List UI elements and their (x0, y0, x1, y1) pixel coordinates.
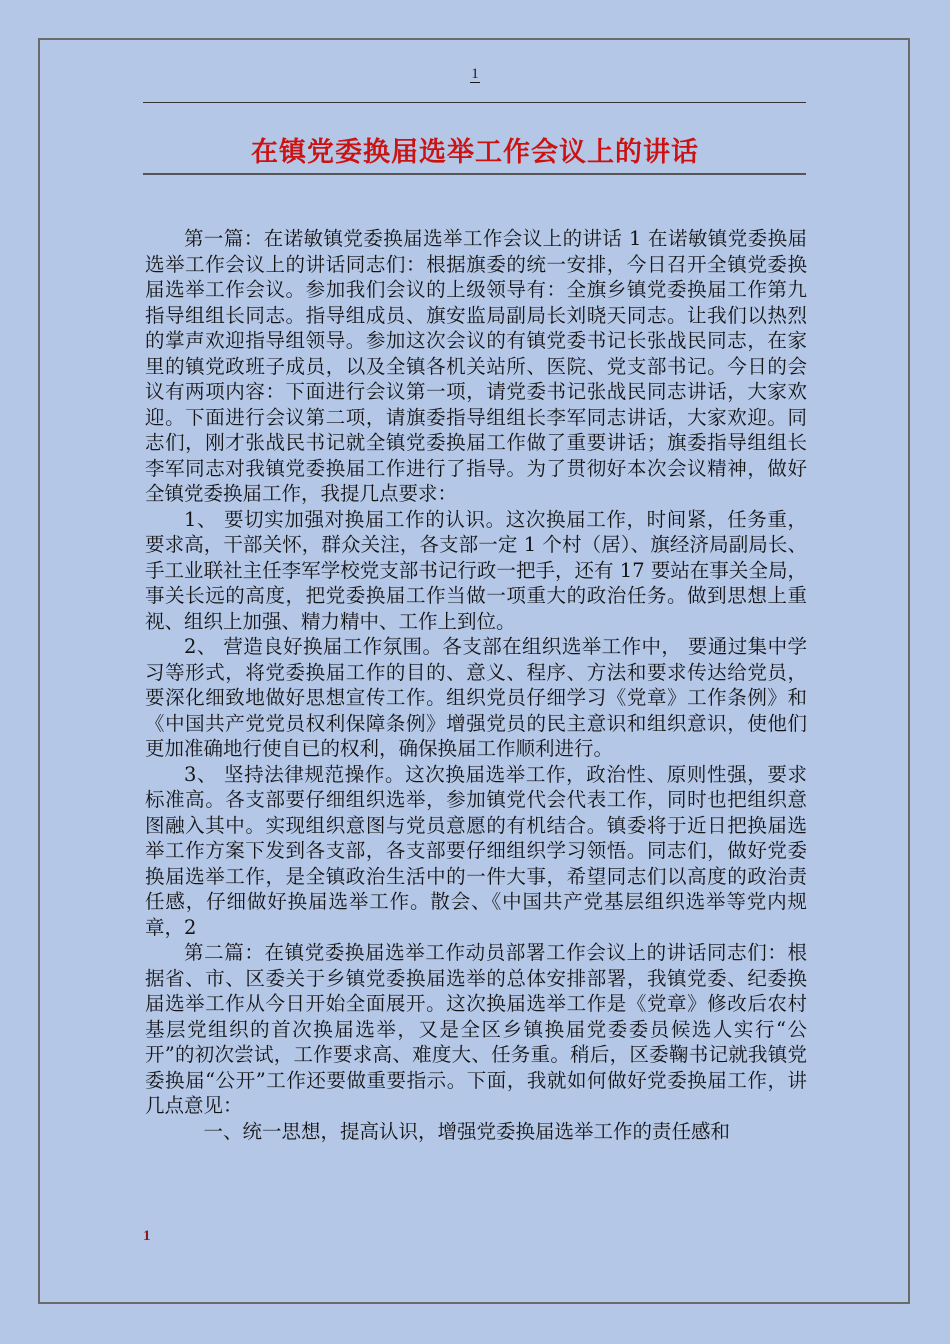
document-body (145, 226, 807, 1144)
footer-page-number: 1 (143, 1228, 151, 1244)
paragraph: 1、 要切实加强对换届工作的认识。这次换届工作，时间紧，任务重，要求高，干部关怀，群众关注，各支部一定 1 个村（居）、旗经济局副局长、手工业联社主任李军学校党支部书记行政一把手，还有 17 要站在事关全局，事关长远的高度，把党委换届工作当做一项重大的政治任务。做到思想上重视、组织上加强、精力精中、工作上到位。 (145, 507, 807, 633)
paragraph: 第一篇：在诺敏镇党委换届选举工作会议上的讲话 1 在诺敏镇党委换届选举工作会议上的讲话同志们：根据旗委的统一安排，今日召开全镇党委换届选举工作会议。参加我们会议的上级领导有：全旗乡镇党委换届工作第九指导组组长同志。指导组成员、旗安监局副局长刘晓天同志。让我们以热烈的掌声欢迎指导组领导。参加这次会议的有镇党委书记长张战民同志，在家里的镇党政班子成员，以及全镇各机关站所、医院、党支部书记。今日的会议有两项内容：下面进行会议第一项，请党委书记张战民同志讲话，大家欢迎。下面进行会议第二项，请旗委指导组组长李军同志讲话，大家欢迎。同志们，刚才张战民书记就全镇党委换届工作做了重要讲话；旗委指导组组长李军同志对我镇党委换届工作进行了指导。为了贯彻好本次会议精神，做好全镇党委换届工作，我提几点要求： (145, 227, 807, 505)
paragraph: 2、 营造良好换届工作氛围。各支部在组织选举工作中， 要通过集中学习等形式，将党委换届工作的目的、意义、程序、方法和要求传达给党员，要深化细致地做好思想宣传工作。组织党员仔细学习《党章》工作条例》和《中国共产党党员权利保障条例》增强党员的民主意识和组织意识，使他们更加准确地行使自已的权利，确保换届工作顺利进行。 (145, 635, 807, 760)
header-page-number: 1 (471, 66, 479, 82)
paragraph: 第二篇：在镇党委换届选举工作动员部署工作会议上的讲话同志们：根据省、市、区委关于乡镇党委换届选举的总体安排部署，我镇党委、纪委换届选举工作从今日开始全面展开。这次换届选举工作是《党章》修改后农村基层党组织的首次换届选举，又是全区乡镇换届党委委员候选人实行“公开”的初次尝试，工作要求高、难度大、任务重。稍后，区委鞠书记就我镇党委换届“公开”工作还要做重要指示。下面，我就如何做好党委换届工作，讲几点意见： (145, 941, 807, 1117)
paragraph: 3、 坚持法律规范操作。这次换届选举工作，政治性、原则性强，要求标准高。各支部要仔细组织选举，参加镇党代会代表工作，同时也把组织意图融入其中。实现组织意图与党员意愿的有机结合。镇委将于近日把换届选举工作方案下发到各支部，各支部要仔细组织学习领悟。同志们，做好党委换届选举工作，是全镇政治生活中的一件大事，希望同志们以高度的政治责任感，仔细做好换届选举工作。散会、《中国共产党基层组织选举等党内规章，2 (145, 762, 807, 939)
paragraph: 一、统一思想，提高认识，增强党委换届选举工作的责任感和 (203, 1119, 731, 1143)
header-divider (143, 102, 806, 103)
title-divider (143, 173, 806, 175)
document-title: 在镇党委换届选举工作会议上的讲话 (251, 137, 699, 168)
